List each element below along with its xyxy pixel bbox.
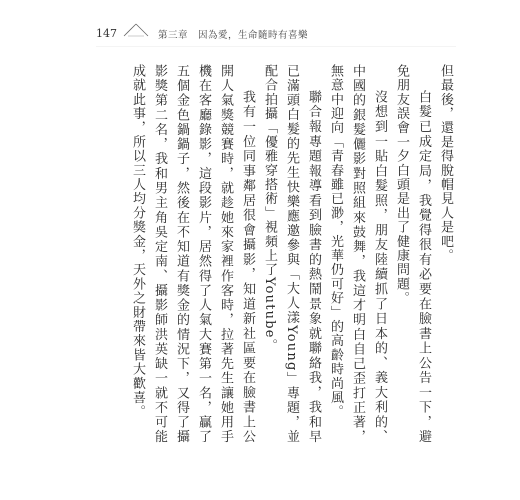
vertical-body-text bbox=[78, 64, 456, 444]
paragraph-1: 但最後，還是得脫帽見人是吧。 bbox=[438, 64, 453, 263]
header-rule bbox=[96, 46, 456, 47]
paragraph-2: 白髮已成定局，我覺得很有必要在臉書上公告一下，避免朋友誤會一夕白頭是出了健康問題。 bbox=[394, 64, 431, 444]
header-ornament-icon bbox=[122, 22, 150, 38]
paragraph-4: 聯合報專題報導看到臉書的熱鬧景象就聯絡我，我和早已滿頭白髮的先生快樂應邀參與「大人漾Young」專題，並配合拍攝「優雅穿搭術」視頻上了Youtube。 bbox=[262, 64, 321, 444]
paragraph-5: 我有一位同事鄰居很會攝影，知道新社區要在臉書上公開人氣獎競賽時，就趁她來家裡作客時，拉著先生讓她用手機在客廳錄影，這段影片，居然得了人氣大賽第一名，贏了五個金色鍋鍋子，然後在不知道有獎金的情況下，又得了攝影獎第二名，我和男主角吳定南、攝影師洪英缺一就不可能成就此事，所以三人均分獎金，天外之財帶來皆大歡喜。 bbox=[130, 64, 255, 444]
paragraph-3: 沒想到一貼白髮照，朋友陸續抓了日本的、義大利的、中國的銀髮儷影對照組來鼓舞，我這才明白自己歪打正著，無意中迎向「青春雖已渺，光華仍可好」的高齡時尚風。 bbox=[328, 64, 387, 444]
page-number: 147 bbox=[96, 27, 117, 40]
running-header: 第三章 因為愛，生命隨時有喜樂 bbox=[158, 30, 309, 41]
